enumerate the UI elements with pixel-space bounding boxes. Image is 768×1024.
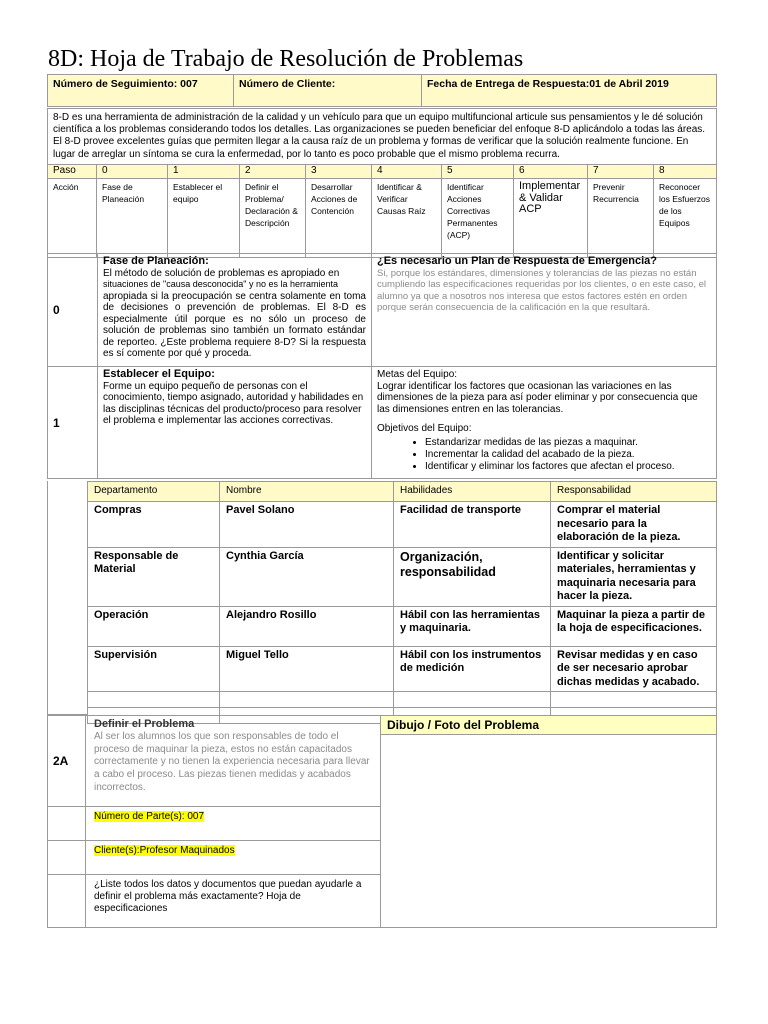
table-row (88, 547, 717, 606)
list-item: • Incrementar la calidad del acabado de la pieza. (425, 449, 711, 461)
section-number: 2A (48, 716, 86, 807)
team-table (87, 481, 717, 724)
team-cell: Facilidad de transporte (394, 502, 551, 548)
parte-cell (86, 807, 381, 841)
step-number: 5 (442, 165, 514, 179)
step-number: 1 (168, 165, 240, 179)
equipo-title: Establecer el Equipo: (103, 368, 215, 380)
team-cell: Identificar y solicitar materiales, herramientas y maquinaria necesaria para hacer la pieza. (551, 547, 717, 606)
planeacion-text-3: apropiada si la preocupación se centra solamente en toma de decisiones o prevención de problemas. El 8-D es especialmente útil porque es no sólo un proceso de solución de problemas sino también un formato estándar de reporteo. ¿Este problema requiere 8-D? Si la respuesta es sí comente por qué y proceda. (103, 290, 366, 359)
section-number: 0 (48, 254, 98, 367)
datos-cell (86, 875, 381, 928)
step-action: Reconocer los Esfuerzos de los Equipos (654, 179, 717, 258)
step-action: Fase de Planeación (97, 179, 168, 258)
table-row (88, 606, 717, 646)
step-number: 4 (372, 165, 442, 179)
sections-table (47, 253, 717, 479)
objetivos-label: Objetivos del Equipo: (377, 423, 472, 434)
emergencia-cell (372, 254, 717, 367)
team-cell: Responsable de Material (88, 547, 220, 606)
emergencia-text: Si, porque los estándares, dimensiones y tolerancias de las piezas no están cumpliendo las especificaciones requeridas por los clientes, o en este caso, el alumno ya que a nosotros nos interesa que estos factores estén en orden porque serán consecuencia de la calificación en la que resultará. (377, 267, 706, 313)
team-cell: Maquinar la pieza a partir de la hoja de especificaciones. (551, 606, 717, 646)
step-number: 7 (588, 165, 654, 179)
step-number: 6 (514, 165, 588, 179)
fecha-field: Fecha de Entrega de Respuesta:01 de Abril 2019 (422, 75, 717, 107)
team-cell: Compras (88, 502, 220, 548)
step-number: 3 (306, 165, 372, 179)
team-cell: Organización, responsabilidad (394, 547, 551, 606)
step-action: Desarrollar Acciones de Contención (306, 179, 372, 258)
dibujo-title: Dibujo / Foto del Problema (381, 716, 716, 735)
definir-title: Definir el Problema (94, 718, 195, 730)
objetivos-list (377, 437, 711, 473)
team-left-strip (47, 481, 87, 715)
list-item: • Identificar y eliminar los factores que afectan el proceso. (425, 461, 711, 473)
equipo-cell (98, 367, 372, 479)
step-action: Implementar & Validar ACP (514, 179, 588, 258)
page-title: 8D: Hoja de Trabajo de Resolución de Problemas (48, 46, 524, 72)
definir-cell (86, 716, 381, 807)
step-number: 8 (654, 165, 717, 179)
planeacion-text-2: situaciones de "causa desconocida" y no es la herramienta (103, 279, 339, 289)
step-action: Establecer el equipo (168, 179, 240, 258)
clientes-text: Cliente(s):Profesor Maquinados (94, 845, 235, 856)
team-header: Departamento (88, 482, 220, 502)
step-number: 2 (240, 165, 306, 179)
team-cell: Pavel Solano (220, 502, 394, 548)
header-table (47, 74, 717, 107)
step-number: 0 (97, 165, 168, 179)
cliente-field: Número de Cliente: (234, 75, 422, 107)
team-cell: Hábil con las herramientas y maquinaria. (394, 606, 551, 646)
team-cell: Revisar medidas y en caso de ser necesario aprobar dichas medidas y acabado. (551, 646, 717, 692)
clientes-cell (86, 841, 381, 875)
team-cell: Cynthia García (220, 547, 394, 606)
team-cell: Supervisión (88, 646, 220, 692)
step-action: Identificar Acciones Correctivas Permanentes (ACP) (442, 179, 514, 258)
table-row (88, 646, 717, 692)
datos-text: ¿Liste todos los datos y documentos que puedan ayudarle a definir el problema más exactamente? Hoja de especificaciones (94, 879, 362, 914)
team-cell: Hábil con los instrumentos de medición (394, 646, 551, 692)
steps-table (47, 164, 717, 258)
metas-label: Metas del Equipo: (377, 369, 458, 380)
team-cell: Alejandro Rosillo (220, 606, 394, 646)
table-row (88, 502, 717, 548)
emergencia-title: ¿Es necesario un Plan de Respuesta de Emergencia? (377, 255, 657, 267)
problem-table (47, 715, 717, 928)
dibujo-cell (381, 716, 717, 928)
step-action: Prevenir Recurrencia (588, 179, 654, 258)
planeacion-cell (98, 254, 372, 367)
intro-table (47, 108, 717, 169)
planeacion-title: Fase de Planeación: (103, 255, 209, 267)
table-row (88, 692, 717, 708)
seguimiento-field: Número de Seguimiento: 007 (48, 75, 234, 107)
step-action: Identificar & Verificar Causas Raíz (372, 179, 442, 258)
intro-text: 8-D es una herramienta de administración de la calidad y un vehículo para que un equipo multifuncional articule sus pensamientos y le dé solución científica a los problemas considerando todos los detalles. Las organizaciones se pueden beneficiar del enfoque 8-D aplicándolo a todas las áreas. El 8-D provee excelentes guías que permiten llegar a la causa raíz de un problema y formas de verificar que la solución realmente funcione. En lugar de arreglar un síntoma se cura la enfermedad, por lo tanto es poco probable que el mismo problema recurra. (48, 109, 717, 169)
team-header: Habilidades (394, 482, 551, 502)
metas-text: Lograr identificar los factores que ocasionan las variaciones en las dimensiones de la pieza para así poder eliminar y por consecuencia que las dimensiones entren en las tolerancias. (377, 380, 698, 415)
accion-label: Acción (48, 179, 97, 258)
team-cell: Miguel Tello (220, 646, 394, 692)
definir-text: Al ser los alumnos los que son responsables de todo el proceso de maquinar la pieza, estos no están capacitados correctamente y no tienen la experiencia necesaria para llevar a cabo el proceso. Las piezas tienen medidas y acabados incorrectos. (94, 730, 370, 793)
equipo-text: Forme un equipo pequeño de personas con el conocimiento, tiempo asignado, autoridad y habilidades en las disciplinas técnicas del producto/proceso para resolver el problema e implementar las acciones correctivas. (103, 380, 364, 426)
list-item: • Estandarizar medidas de las piezas a maquinar. (425, 437, 711, 449)
step-action: Definir el Problema/ Declaración & Descripción (240, 179, 306, 258)
planeacion-text-1: El método de solución de problemas es apropiado en (103, 267, 340, 279)
parte-text: Número de Parte(s): 007 (94, 811, 205, 822)
section-number: 1 (48, 367, 98, 479)
team-header: Responsabilidad (551, 482, 717, 502)
paso-label: Paso (48, 165, 97, 179)
metas-cell (372, 367, 717, 479)
team-cell: Comprar el material necesario para la elaboración de la pieza. (551, 502, 717, 548)
team-cell: Operación (88, 606, 220, 646)
team-header: Nombre (220, 482, 394, 502)
